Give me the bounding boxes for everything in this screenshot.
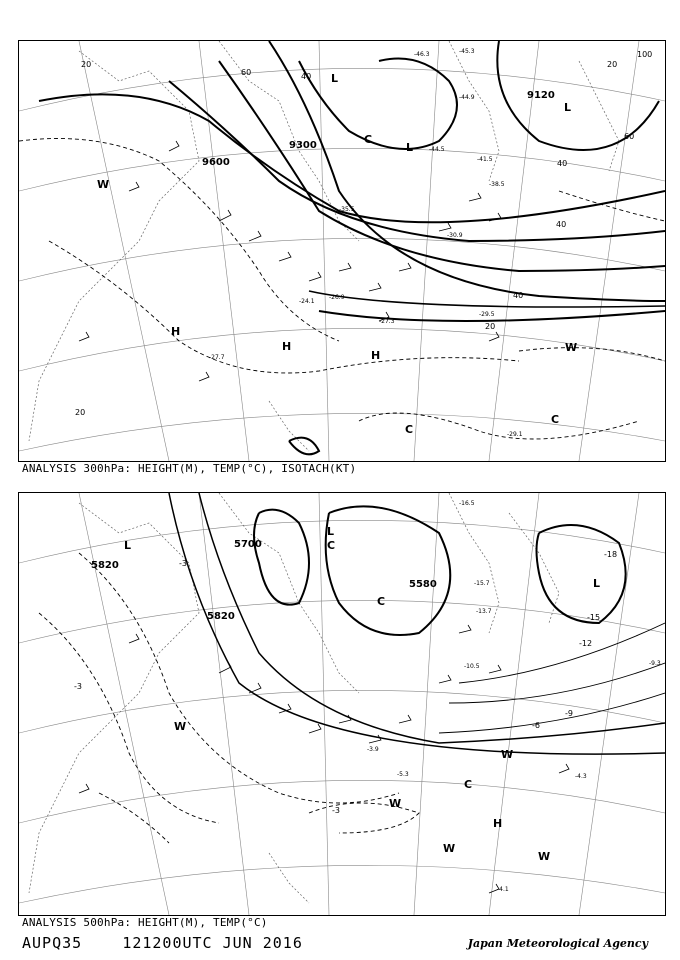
low-marker: L	[564, 101, 572, 114]
temp-label: -4.1	[497, 886, 509, 893]
isotherms	[39, 553, 419, 843]
temp-label: -46.3	[414, 51, 430, 58]
isotherm-solid	[439, 623, 665, 733]
temp-label: -44.5	[429, 146, 445, 153]
warm-marker: W	[443, 842, 456, 855]
isotach-label: 20	[607, 60, 618, 69]
isotherm-label: -15	[587, 613, 601, 622]
cold-marker: C	[551, 413, 560, 426]
temp-label: -16.5	[459, 500, 475, 507]
chart-identifier	[22, 934, 303, 952]
isotach-label: 40	[513, 291, 524, 300]
warm-marker: W	[538, 850, 551, 863]
isotach-label: 100	[637, 50, 653, 59]
height-label: 5700	[234, 539, 262, 550]
chart-300hpa	[18, 40, 666, 462]
high-marker: H	[282, 340, 292, 353]
cold-marker: C	[405, 423, 414, 436]
warm-marker: W	[565, 341, 578, 354]
temp-label: -30.9	[447, 232, 463, 239]
warm-marker: W	[501, 748, 514, 761]
temp-label: -10.5	[464, 663, 480, 670]
low-marker: L	[593, 577, 601, 590]
isotach-label: 20	[485, 322, 496, 331]
isotherm-label: -3	[179, 559, 187, 568]
isotherm-label: -3	[332, 806, 340, 815]
isotach-label: 20	[81, 60, 92, 69]
map-500hpa	[19, 493, 665, 915]
low-marker: L	[406, 141, 414, 154]
isotherm-label: -9	[565, 709, 573, 718]
temp-label: -41.5	[477, 156, 493, 163]
temp-label: -3.9	[367, 746, 379, 753]
height-label: 5820	[91, 560, 119, 571]
isotherm-label: -3	[74, 682, 82, 691]
wind-barbs	[79, 625, 569, 893]
height-label: 9600	[202, 157, 230, 168]
warm-marker: W	[389, 797, 402, 810]
high-marker: H	[371, 349, 381, 362]
low-marker: L	[331, 72, 339, 85]
cold-marker: C	[364, 133, 373, 146]
temp-label: -45.3	[459, 48, 475, 55]
isotach-label: 60	[624, 132, 635, 141]
graticule	[19, 493, 665, 915]
chart-code: AUPQ35	[22, 934, 83, 952]
temp-label: -9.3	[649, 660, 661, 667]
height-label: 9300	[289, 140, 317, 151]
temp-label: -4.3	[575, 773, 587, 780]
warm-marker: W	[97, 178, 110, 191]
isotherms	[19, 139, 665, 440]
coastline	[29, 493, 559, 903]
isotherm-label: -12	[579, 639, 593, 648]
height-contours	[39, 41, 665, 454]
isotach-label: 40	[301, 72, 312, 81]
height-label: 5820	[207, 611, 235, 622]
cold-marker: C	[464, 778, 473, 791]
low-marker: L	[327, 525, 335, 538]
agency-credit: Japan Meteorological Agency	[467, 937, 648, 950]
map-300hpa	[19, 41, 665, 461]
temp-label: -13.7	[476, 608, 492, 615]
warm-marker: W	[174, 720, 187, 733]
cold-marker: C	[377, 595, 386, 608]
temp-label: -38.5	[489, 181, 505, 188]
panel-caption-300hpa: ANALYSIS 300hPa: HEIGHT(M), TEMP(°C), ISOTACH(KT)	[22, 462, 357, 475]
high-marker: H	[171, 325, 181, 338]
temp-label: -29.1	[507, 431, 523, 438]
isotach-label: 40	[556, 220, 567, 229]
temp-label: -35.5	[339, 206, 355, 213]
isotherm-label: -6	[532, 721, 540, 730]
isotach-label: 20	[75, 408, 86, 417]
temp-label: -5.3	[397, 771, 409, 778]
temp-label: -26.9	[329, 294, 345, 301]
isotach-label: 40	[557, 159, 568, 168]
isotach-label: 60	[241, 68, 252, 77]
high-marker: H	[493, 817, 503, 830]
temp-label: -27.7	[209, 354, 225, 361]
low-marker: L	[124, 539, 132, 552]
height-label: 9120	[527, 90, 555, 101]
temp-label: -15.7	[474, 580, 490, 587]
chart-500hpa	[18, 492, 666, 916]
panel-caption-500hpa: ANALYSIS 500hPa: HEIGHT(M), TEMP(°C)	[22, 916, 268, 929]
chart-datetime: 121200UTC JUN 2016	[122, 934, 303, 952]
temp-label: -27.3	[379, 318, 395, 325]
cold-marker: C	[327, 539, 336, 552]
height-contours	[169, 493, 665, 754]
height-label: 5580	[409, 579, 437, 590]
temp-label: -29.5	[479, 311, 495, 318]
temp-label: -44.9	[459, 94, 475, 101]
isotherm-label: -18	[604, 550, 618, 559]
temp-label: -24.1	[299, 298, 315, 305]
